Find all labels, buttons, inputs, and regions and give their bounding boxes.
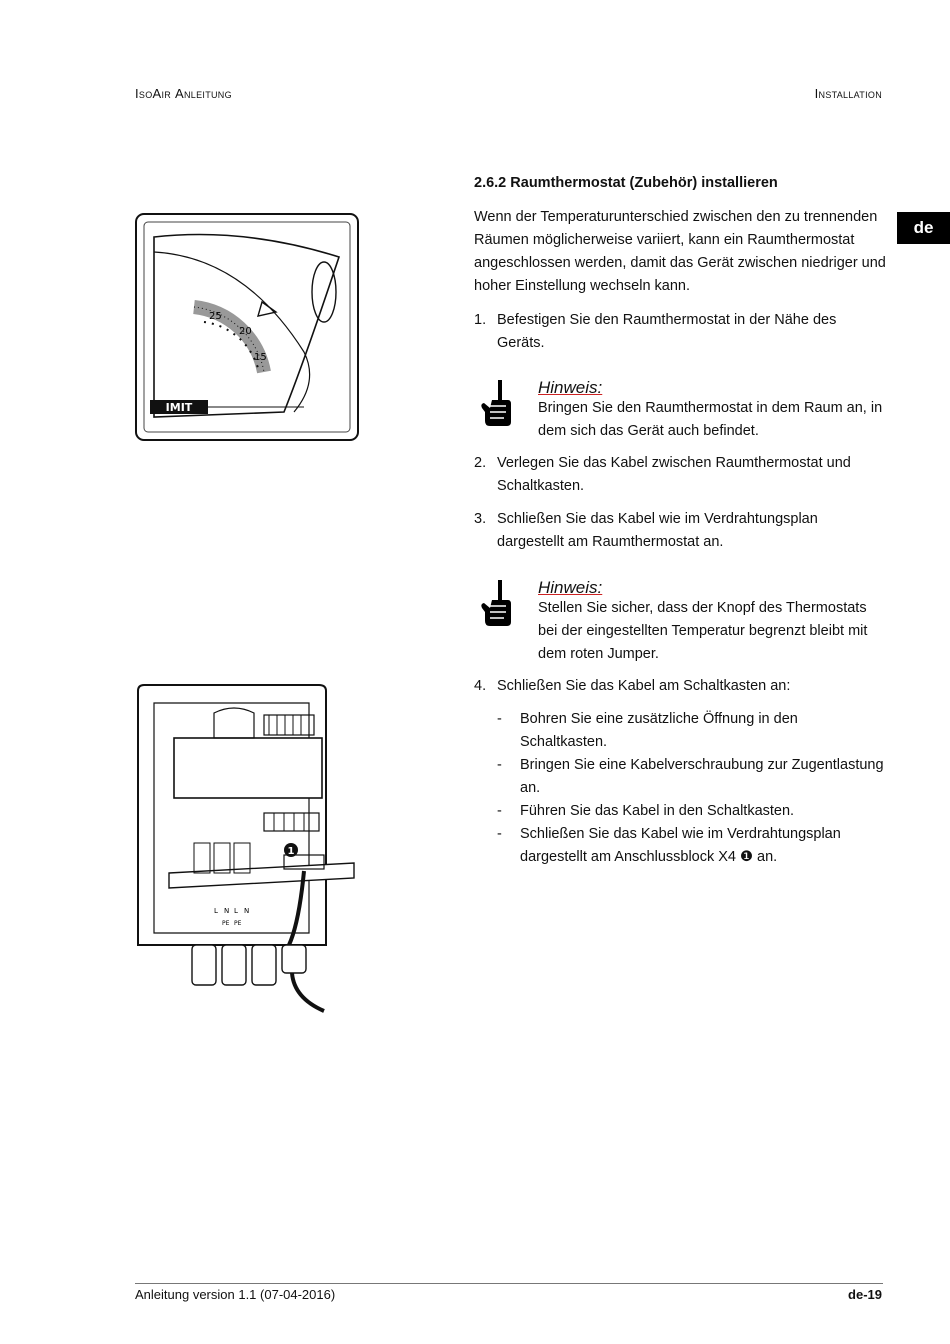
step-number: 4.	[474, 678, 487, 694]
step-text: Schließen Sie das Kabel am Schaltkasten an:	[497, 678, 791, 694]
terminal-label: L	[214, 907, 218, 915]
note-label: Hinweis:	[538, 378, 603, 397]
terminal-label: N	[244, 907, 250, 915]
list-item-text: Führen Sie das Kabel in den Schaltkasten.	[520, 803, 795, 819]
header-brand-air: Air	[152, 86, 172, 101]
room-thermostat-illustration	[134, 212, 360, 442]
list-item: - Schließen Sie das Kabel wie im Verdrahtungsplan dargestellt am Anschlussblock X4 ❶ an.	[497, 826, 841, 865]
note-2	[478, 578, 886, 666]
switch-box-illustration	[134, 683, 360, 1013]
section-title: 2.6.2 Raumthermostat (Zubehör) installieren	[474, 175, 778, 191]
dial-label: 15	[254, 352, 267, 363]
running-header-left	[135, 86, 232, 101]
language-tab: de	[897, 212, 950, 244]
pe-label: PE	[222, 920, 230, 927]
step-number: 1.	[474, 312, 487, 328]
running-header-right: Installation	[814, 86, 882, 101]
list-item-text: Schließen Sie das Kabel wie im Verdrahtungsplan dargestellt am Anschlussblock X4 ❶ an.	[520, 826, 841, 865]
footer-version: Anleitung version 1.1 (07-04-2016)	[135, 1287, 336, 1302]
dial-label: 20	[239, 326, 252, 337]
pe-label: PE	[234, 920, 242, 927]
header-brand-iso: Iso	[135, 86, 153, 101]
dial-label: 25	[209, 311, 222, 322]
note-text: Stellen Sie sicher, dass der Knopf des Thermostats bei der eingestellten Temperatur begrenzt bleibt mit dem roten Jumper.	[538, 600, 868, 662]
intro-paragraph: Wenn der Temperaturunterschied zwischen den zu trennenden Räumen möglicherweise variiert, kann ein Raumthermostat angeschlossen werden, damit das Gerät zwischen niedriger und hoher Einstellung wechseln kann.	[474, 209, 886, 294]
step-2	[474, 452, 886, 498]
list-item-text: Bohren Sie eine zusätzliche Öffnung in den Schaltkasten.	[520, 711, 798, 750]
step-text: Schließen Sie das Kabel wie im Verdrahtungsplan dargestellt am Raumthermostat an.	[497, 511, 818, 550]
callout-badge: 1	[287, 846, 295, 857]
pointing-hand-icon	[478, 578, 514, 628]
list-item-text: Bringen Sie eine Kabelverschraubung zur Zugentlastung an.	[520, 757, 884, 796]
step-text: Befestigen Sie den Raumthermostat in der Nähe des Geräts.	[497, 312, 837, 351]
pointing-hand-icon	[478, 378, 514, 428]
terminal-label: L	[234, 907, 238, 915]
step-text: Verlegen Sie das Kabel zwischen Raumthermostat und Schaltkasten.	[497, 455, 851, 494]
list-item: - Führen Sie das Kabel in den Schaltkasten.	[497, 803, 795, 819]
step-1	[474, 309, 886, 355]
footer-rule	[135, 1283, 883, 1284]
note-1	[478, 378, 886, 444]
brand-logo: IMIT	[165, 401, 193, 414]
list-item: - Bohren Sie eine zusätzliche Öffnung in den Schaltkasten.	[497, 711, 798, 750]
step-3	[474, 508, 886, 554]
page-number: de-19	[848, 1287, 882, 1302]
note-label: Hinweis:	[538, 578, 603, 597]
step-number: 3.	[474, 511, 487, 527]
step-4	[474, 675, 886, 698]
list-item: - Bringen Sie eine Kabelverschraubung zur Zugentlastung an.	[497, 757, 884, 796]
substep-list	[497, 708, 887, 869]
step-number: 2.	[474, 455, 487, 471]
header-doc-name: Anleitung	[175, 86, 232, 101]
note-text: Bringen Sie den Raumthermostat in dem Raum an, in dem sich das Gerät auch befindet.	[538, 400, 883, 439]
terminal-label: N	[224, 907, 230, 915]
